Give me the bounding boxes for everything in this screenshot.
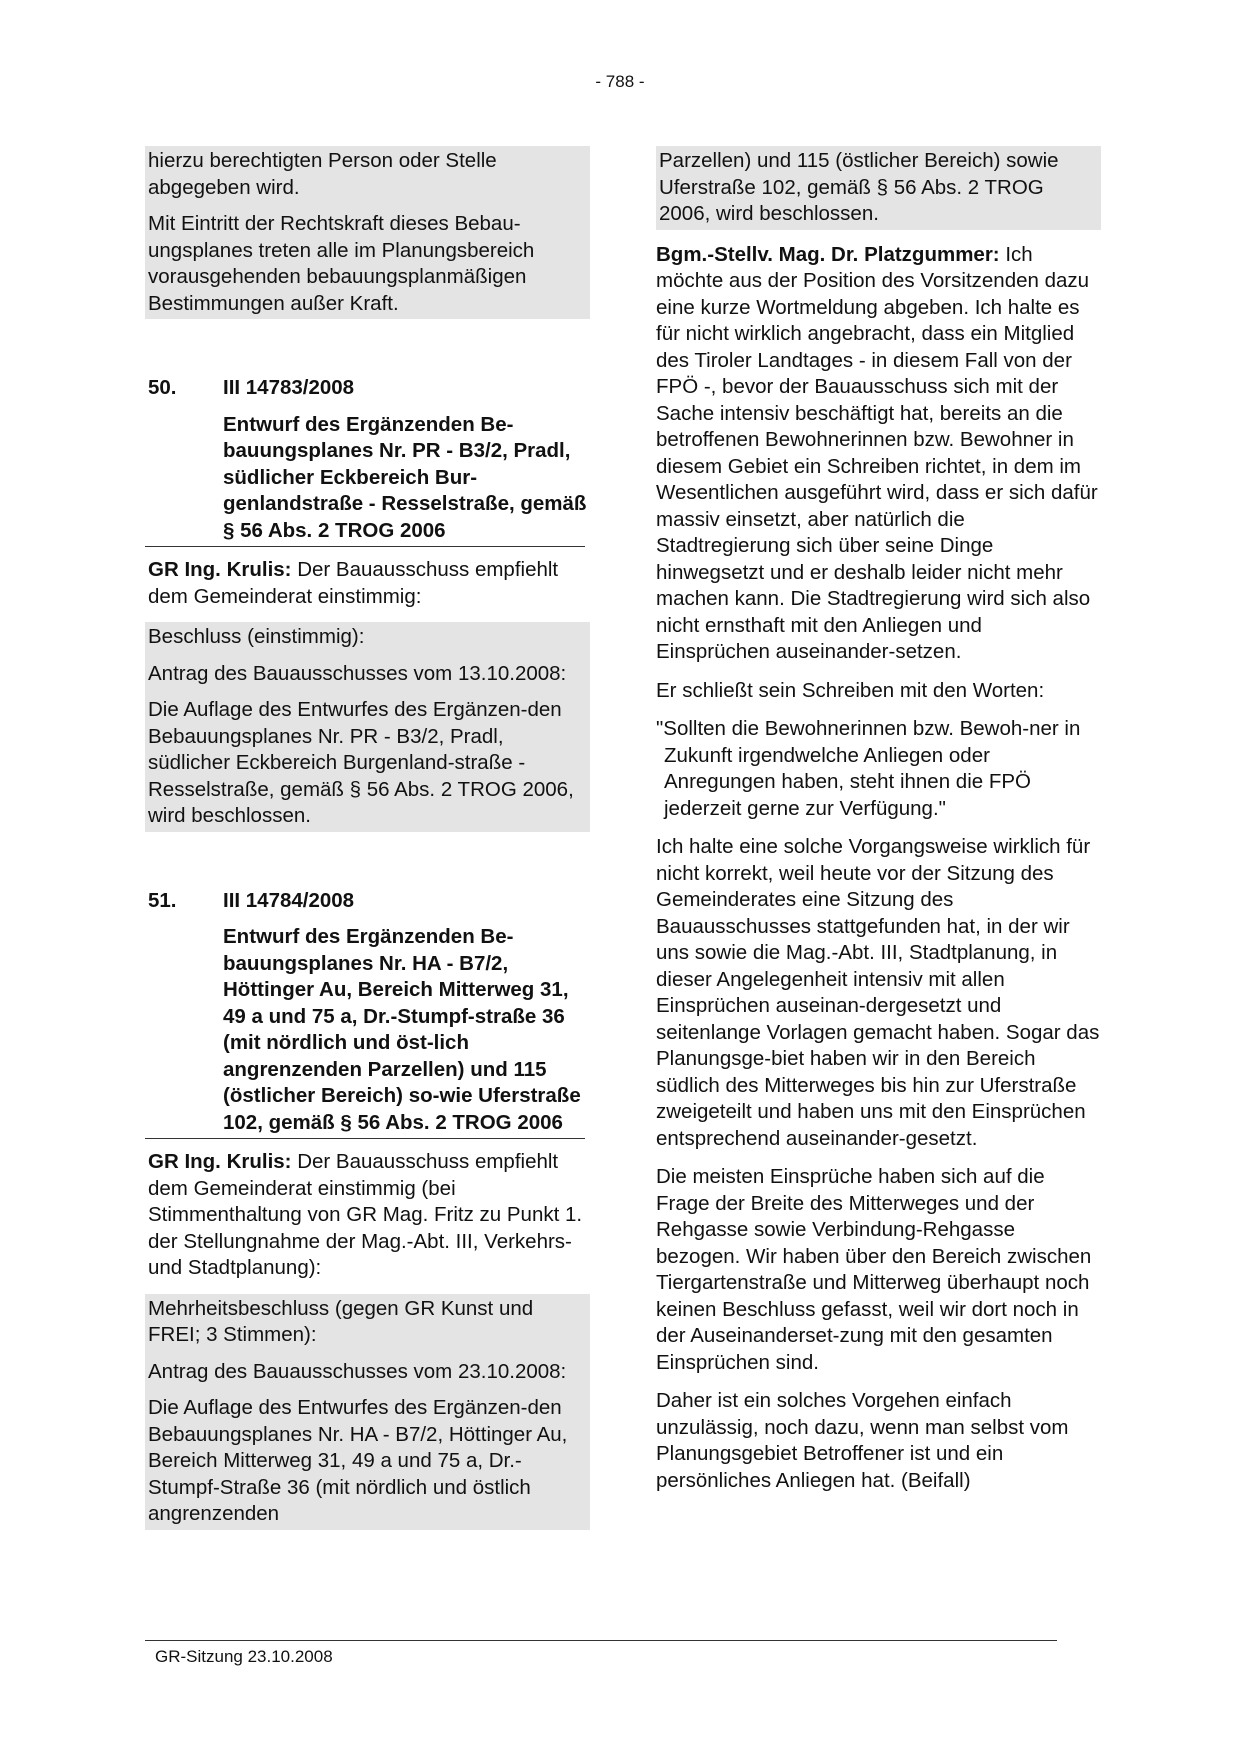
- speech-paragraph: Er schließt sein Schreiben mit den Worten:: [656, 678, 1045, 702]
- agenda-reference: III 14783/2008: [223, 376, 355, 399]
- speech-paragraph: [145, 557, 590, 610]
- resolution-block: [145, 1294, 590, 1530]
- agenda-number: 50.: [148, 376, 177, 399]
- footer-divider: [145, 1640, 1057, 1641]
- agenda-reference: III 14784/2008: [223, 888, 355, 912]
- speech-text: Ich möchte aus der Position des Vorsitzenden dazu eine kurze Wortmeldung abgeben. Ich halte es für nicht wirklich angebracht, dass ein Mitglied des Tiroler Landtages - in diesem Fall von der FPÖ -, bevor der Bauausschuss sich mit der Sache intensiv beschäftigt hat, bereits an die betroffenen Bewohnerinnen bzw. Bewohner in diesem Gebiet ein Schreiben richtet, in dem im Wesentlichen ausgeführt wird, dass er sich dafür massiv einsetzt, aber natürlich die Stadtregierung sich über seine Dinge hinwegsetzt und er deshalb leider nicht mehr machen kann. Die Stadtregierung wird sich also nicht ernsthaft mit den Anliegen und Einsprüchen auseinander-setzen.: [656, 242, 1098, 663]
- speech-paragraph: [656, 242, 1101, 666]
- speech-paragraph: Daher ist ein solches Vorgehen einfach unzulässig, noch dazu, wenn man selbst vom Planungsgebiet Betroffener ist und ein persönliches Anliegen hat. (Beifall): [656, 1389, 1069, 1492]
- intro-paragraph: hierzu berechtigten Person oder Stelle abgegeben wird.: [148, 149, 497, 199]
- agenda-title: Entwurf des Ergänzenden Be-bauungsplanes Nr. PR - B3/2, Pradl, südlicher Eckbereich Bur-genlandstraße - Resselstraße, gemäß § 56 Abs. 2 TROG 2006: [223, 412, 587, 542]
- quote-paragraph: "Sollten die Bewohnerinnen bzw. Bewoh-ner in Zukunft irgendwelche Anliegen oder Anregungen haben, steht ihnen die FPÖ jederzeit gerne zur Verfügung.": [656, 717, 1081, 820]
- agenda-title: Entwurf des Ergänzenden Be-bauungsplanes Nr. HA - B7/2, Höttinger Au, Bereich Mitterweg 31, 49 a und 75 a, Dr.-Stumpf-straße 36 (mit nördlich und öst-lich angrenzenden Parzellen) und 115 (östlicher Bereich) so-wie Uferstraße 102, gemäß § 56 Abs. 2 TROG 2006: [223, 925, 581, 1134]
- right-column: [656, 146, 1101, 1494]
- agenda-heading: [145, 375, 590, 402]
- footer-text: GR-Sitzung 23.10.2008: [155, 1647, 333, 1666]
- resolution-paragraph: Antrag des Bauausschusses vom 13.10.2008:: [148, 661, 567, 685]
- continuation-block: [656, 146, 1101, 230]
- speech-paragraph: Die meisten Einsprüche haben sich auf die Frage der Breite des Mitterweges und der Rehgasse sowie Verbindung-Rehgasse bezogen. Wir haben über den Bereich zwischen Tiergartenstraße und Mitterweg überhaupt noch keinen Beschluss gefasst, weil wir dort noch in der Auseinanderset-zung mit den gesamten Einsprüchen sind.: [656, 1165, 1092, 1374]
- speech-text: Der Bauausschuss empfiehlt dem Gemeinderat einstimmig (bei Stimmenthaltung von GR Mag. Fritz zu Punkt 1. der Stellungnahme der Mag.-Abt. III, Verkehrs- und Stadtplanung):: [148, 1150, 583, 1279]
- agenda-item-51: [145, 888, 590, 1530]
- agenda-item-50: [145, 375, 590, 832]
- speech-paragraph: Ich halte eine solche Vorgangsweise wirklich für nicht korrekt, weil heute vor der Sitzung des Gemeinderates eine Sitzung des Bauausschusses stattgefunden hat, in der wir uns sowie die Mag.-Abt. III, Stadtplanung, in dieser Angelegenheit intensiv mit allen Einsprüchen auseinan-dergesetzt und seitenlange Vorlagen gemacht haben. Sogar das Planungsge-biet haben wir in den Bereich südlich des Mitterweges bis hin zur Uferstraße zweigeteilt und haben uns mit den Einsprüchen entsprechend auseinander-gesetzt.: [656, 835, 1100, 1150]
- intro-block: [145, 146, 590, 319]
- speaker-name: GR Ing. Krulis:: [148, 558, 292, 581]
- resolution-paragraph: Antrag des Bauausschusses vom 23.10.2008:: [148, 1359, 567, 1383]
- speech-text: Der Bauausschuss empfiehlt dem Gemeinderat einstimmig:: [148, 558, 559, 608]
- intro-paragraph: Mit Eintritt der Rechtskraft dieses Bebau-ungsplanes treten alle im Planungsbereich vorausgehenden bebauungsplanmäßigen Bestimmungen außer Kraft.: [148, 212, 535, 315]
- resolution-paragraph: Die Auflage des Entwurfes des Ergänzen-den Bebauungsplanes Nr. HA - B7/2, Höttinger Au, Bereich Mitterweg 31, 49 a und 75 a, Dr.-Stumpf-Straße 36 (mit nördlich und östlich angrenzenden: [148, 1396, 568, 1525]
- speaker-name: Bgm.-Stellv. Mag. Dr. Platzgummer:: [656, 242, 1000, 266]
- left-column: [145, 146, 590, 1530]
- resolution-paragraph: Beschluss (einstimmig):: [148, 625, 365, 648]
- divider: [145, 546, 585, 547]
- speech-paragraph: [145, 1149, 590, 1282]
- continuation-paragraph: Parzellen) und 115 (östlicher Bereich) sowie Uferstraße 102, gemäß § 56 Abs. 2 TROG 2006, wird beschlossen.: [659, 149, 1059, 225]
- resolution-paragraph: Die Auflage des Entwurfes des Ergänzen-den Bebauungsplanes Nr. PR - B3/2, Pradl, südlicher Eckbereich Burgenland-straße - Resselstraße, gemäß § 56 Abs. 2 TROG 2006, wird beschlossen.: [148, 698, 574, 827]
- resolution-block: [145, 622, 590, 832]
- divider: [145, 1138, 585, 1139]
- resolution-paragraph: Mehrheitsbeschluss (gegen GR Kunst und FREI; 3 Stimmen):: [148, 1296, 534, 1346]
- page-number: - 788 -: [595, 72, 645, 91]
- agenda-heading: [145, 888, 590, 915]
- agenda-number: 51.: [148, 888, 177, 912]
- speaker-name: GR Ing. Krulis:: [148, 1150, 292, 1173]
